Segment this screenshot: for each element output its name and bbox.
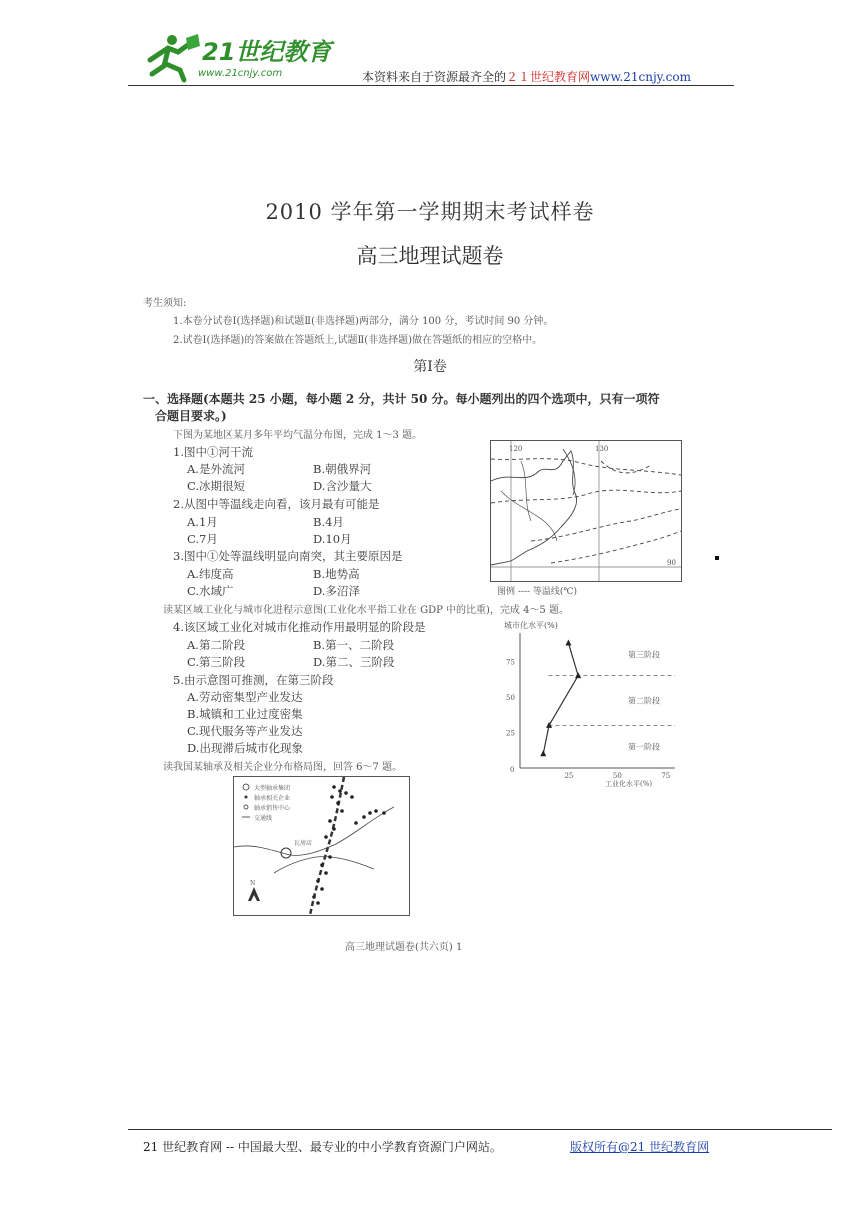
x-tick-label: 75 — [661, 772, 671, 780]
question-3: 3.图中①处等温线明显向南突，其主要原因是 — [173, 549, 403, 563]
notice-line-2: 2.试卷Ⅰ(选择题)的答案做在答题纸上,试题Ⅱ(非选择题)做在答题纸的相应的空格中。 — [173, 335, 543, 346]
isotherm-map — [490, 440, 682, 582]
series-line — [543, 643, 578, 754]
stage-label: 第三阶段 — [628, 650, 660, 660]
urbanization-chart-svg — [500, 618, 680, 788]
data-point — [540, 750, 546, 756]
q1-option-b: B.朝俄界河 — [313, 462, 372, 476]
header-source-note: 本资料来自于资源最齐全的２１世纪教育网www.21cnjy.com — [362, 70, 691, 84]
svg-text:N: N — [250, 880, 256, 887]
q4-option-d: D.第二、三阶段 — [313, 655, 395, 669]
bearing-map-figure — [234, 777, 409, 915]
origin-label: 0 — [510, 766, 515, 774]
q4-option-c: C.第三阶段 — [187, 655, 246, 669]
question-1: 1.图中①河干流 — [173, 445, 253, 459]
stray-mark — [715, 556, 719, 560]
svg-text:90: 90 — [667, 559, 676, 567]
q5-option-a: A.劳动密集型产业发达 — [187, 690, 303, 704]
q2-option-c: C.7月 — [187, 532, 218, 546]
header-site-name[interactable]: ２１世纪教育网 — [506, 70, 591, 84]
svg-text:瓦房店: 瓦房店 — [294, 840, 313, 847]
part-instruction-2: 合题目要求。) — [155, 409, 227, 423]
x-tick-label: 25 — [564, 772, 574, 780]
notice-line-1: 1.本卷分试卷Ⅰ(选择题)和试题Ⅱ(非选择题)两部分，满分 100 分，考试时间 90 分钟。 — [173, 316, 554, 327]
header-site-url[interactable]: www.21cnjy.com — [590, 70, 691, 84]
intro-q1-3: 下图为某地区某月多年平均气温分布图，完成 1～3 题。 — [173, 430, 423, 441]
svg-text:21世纪教育: 21世纪教育 — [202, 38, 332, 66]
scanned-exam-page — [135, 178, 725, 958]
isotherm-map-figure — [491, 441, 681, 581]
notice-heading: 考生须知: — [143, 298, 187, 309]
q2-option-a: A.1月 — [187, 515, 218, 529]
data-point — [565, 639, 571, 645]
header-divider — [128, 85, 734, 86]
svg-text:www.21cnjy.com: www.21cnjy.com — [198, 68, 283, 79]
svg-text:130: 130 — [595, 445, 609, 453]
bearing-enterprise-map — [233, 776, 410, 916]
footer-site-description: 21 世纪教育网 -- 中国最大型、最专业的中小学教育资源门户网站。 — [143, 1140, 502, 1154]
urbanization-chart — [500, 618, 680, 788]
svg-text:交通线: 交通线 — [254, 815, 273, 822]
q2-option-d: D.10月 — [313, 532, 352, 546]
stage-label: 第一阶段 — [628, 742, 660, 752]
section-heading: 第Ⅰ卷 — [413, 359, 447, 375]
question-2: 2.从图中等温线走向看，该月最有可能是 — [173, 497, 380, 511]
footer-copyright-link[interactable]: 版权所有@21 世纪教育网 — [570, 1140, 710, 1154]
q4-option-a: A.第二阶段 — [187, 638, 245, 652]
svg-text:120: 120 — [509, 445, 523, 453]
y-tick-label: 75 — [506, 658, 515, 667]
footer-divider — [128, 1129, 832, 1130]
y-axis-label: 城市化水平(%) — [504, 621, 558, 630]
isotherm-map-legend: 图例 ---- 等温线(℃) — [497, 587, 577, 597]
intro-q6-7: 读我国某轴承及相关企业分布格局图，回答 6～7 题。 — [163, 762, 403, 773]
part-instruction-1: 一、选择题(本题共 25 小题，每小题 2 分，共计 50 分。每小题列出的四个选项中，只有一项符 — [143, 392, 660, 406]
q3-option-b: B.地势高 — [313, 567, 360, 581]
runner-logo-icon — [140, 30, 340, 82]
svg-text:大型轴承集团: 大型轴承集团 — [254, 785, 291, 792]
y-tick-label: 50 — [506, 693, 515, 702]
y-tick-label: 25 — [506, 729, 515, 738]
svg-text:轴承相关企业: 轴承相关企业 — [254, 795, 291, 802]
q5-option-d: D.出现滞后城市化现象 — [187, 741, 303, 755]
q1-option-a: A.是外流河 — [187, 462, 245, 476]
exam-subtitle: 高三地理试题卷 — [356, 244, 504, 268]
exam-title: 2010 学年第一学期期末考试样卷 — [265, 200, 595, 224]
question-4: 4.该区域工业化对城市化推动作用最明显的阶段是 — [173, 620, 426, 634]
data-point — [575, 672, 581, 678]
q5-option-c: C.现代服务等产业发达 — [187, 724, 303, 738]
q3-option-d: D.多沼泽 — [313, 584, 360, 598]
svg-text:轴承销售中心: 轴承销售中心 — [254, 805, 291, 812]
q2-option-b: B.4月 — [313, 515, 344, 529]
q3-option-a: A.纬度高 — [187, 567, 234, 581]
intro-q4-5: 读某区域工业化与城市化进程示意图(工业化水平指工业在 GDP 中的比重)，完成 4～5 题。 — [163, 605, 569, 616]
q1-option-d: D.含沙量大 — [313, 479, 372, 493]
question-5: 5.由示意图可推测，在第三阶段 — [173, 673, 334, 687]
q1-option-c: C.冰期很短 — [187, 479, 246, 493]
q4-option-b: B.第一、二阶段 — [313, 638, 395, 652]
x-axis-label: 工业化水平(%) — [605, 780, 653, 788]
scan-page-footer: 高三地理试题卷(共六页) 1 — [345, 942, 463, 953]
x-tick-label: 50 — [612, 772, 622, 780]
q5-option-b: B.城镇和工业过度密集 — [187, 707, 303, 721]
stage-label: 第二阶段 — [628, 696, 660, 706]
site-logo[interactable] — [140, 30, 340, 82]
q3-option-c: C.水域广 — [187, 584, 234, 598]
